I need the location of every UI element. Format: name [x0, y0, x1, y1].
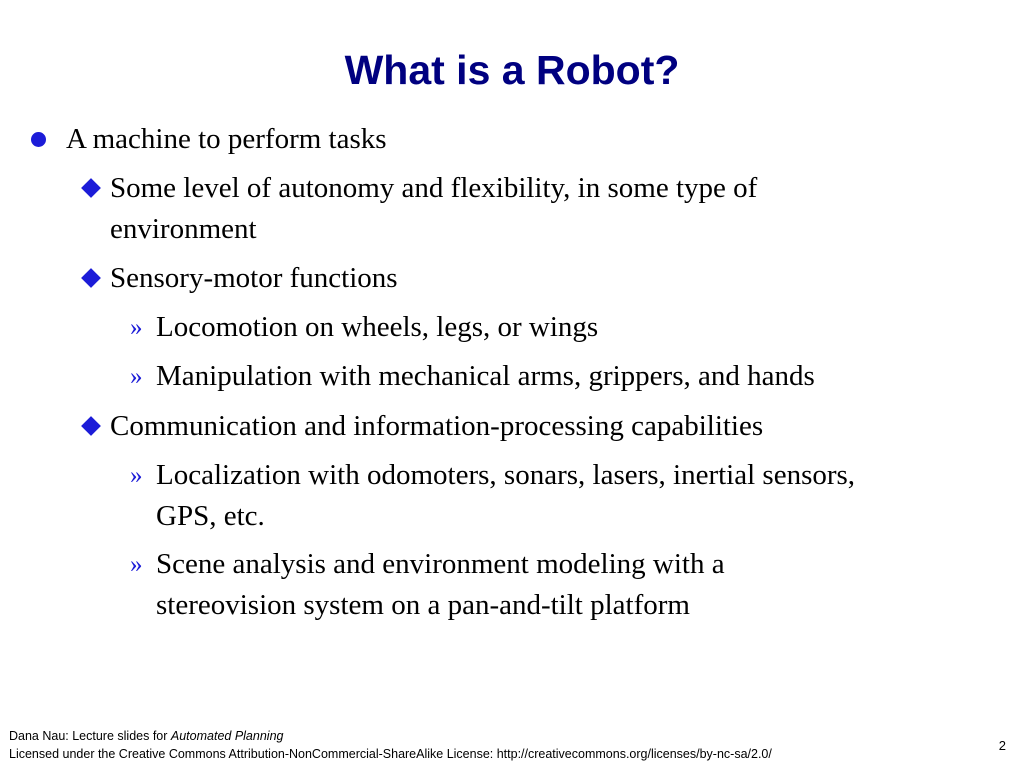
page-number: 2 — [998, 738, 1006, 753]
footer-credit-prefix: Dana Nau: Lecture slides for — [9, 729, 171, 743]
bullet-diamond-icon — [81, 178, 101, 198]
bullet-raquo-icon: » — [130, 551, 143, 578]
bullet-scene-analysis-continued: stereovision system on a pan-and-tilt platform — [156, 589, 690, 621]
footer-credit-line — [9, 727, 772, 745]
bullet-raquo-icon: » — [130, 363, 143, 390]
bullet-dot-icon — [31, 132, 46, 147]
bullet-localization: Localization with odomoters, sonars, lasers, inertial sensors, — [156, 459, 856, 491]
bullet-diamond-icon — [81, 268, 101, 288]
bullet-raquo-icon: » — [130, 462, 143, 489]
bullet-machine-tasks: A machine to perform tasks — [66, 123, 387, 155]
footer-book-title: Automated Planning — [170, 729, 284, 743]
bullet-autonomy-continued: environment — [110, 213, 257, 245]
bullet-raquo-icon: » — [130, 314, 143, 341]
bullet-sensory-motor: Sensory-motor functions — [110, 262, 398, 294]
bullet-localization-continued: GPS, etc. — [156, 500, 265, 532]
bullet-locomotion: Locomotion on wheels, legs, or wings — [156, 311, 599, 343]
footer-credits — [9, 727, 772, 763]
bullet-diamond-icon — [81, 416, 101, 436]
bullet-communication: Communication and information-processing capabilities — [110, 410, 764, 442]
bullet-manipulation: Manipulation with mechanical arms, grippers, and hands — [156, 360, 815, 392]
footer-license: Licensed under the Creative Commons Attribution-NonCommercial-ShareAlike License: http://creativecommons.org/licenses/by-nc-sa/2.0/ — [9, 747, 772, 761]
bullet-scene-analysis: Scene analysis and environment modeling with a — [156, 548, 725, 580]
bullet-autonomy: Some level of autonomy and flexibility, in some type of — [110, 172, 758, 204]
slide-title: What is a Robot? — [344, 47, 680, 93]
